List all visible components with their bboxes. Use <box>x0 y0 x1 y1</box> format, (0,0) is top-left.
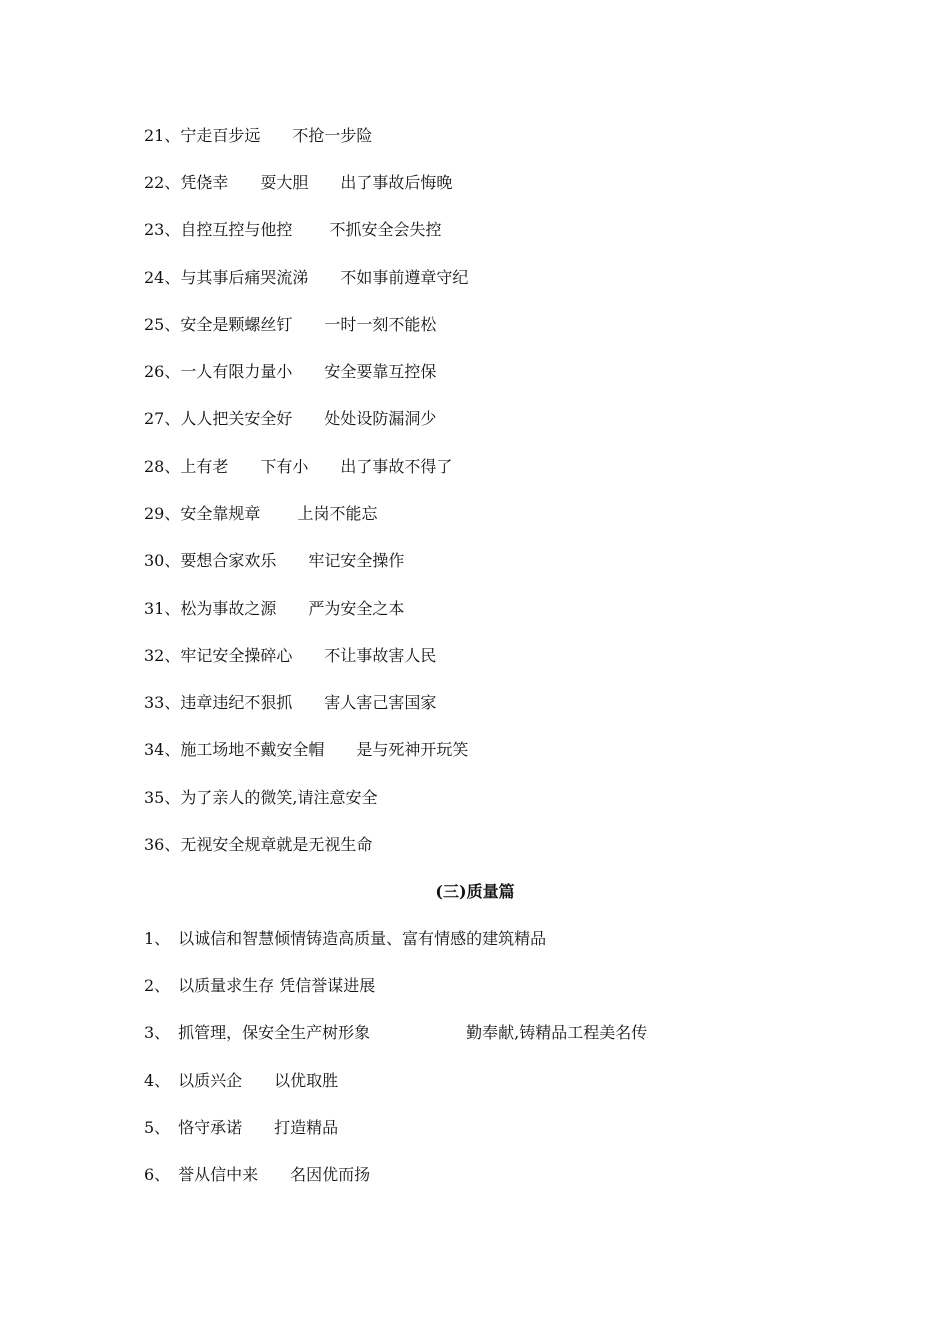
slogan-34: 34、施工场地不戴安全帽 是与死神开玩笑 <box>144 740 469 759</box>
slogan-23: 23、自控互控与他控 不抓安全会失控 <box>144 220 442 239</box>
slogan-24: 24、与其事后痛哭流涕 不如事前遵章守纪 <box>144 268 469 287</box>
section-heading-quality: (三)质量篇 <box>435 882 515 901</box>
slogan-33: 33、违章违纪不狠抓 害人害己害国家 <box>144 693 437 712</box>
quality-slogan-1: 1、 以诚信和智慧倾情铸造高质量、富有情感的建筑精品 <box>144 929 547 948</box>
slogan-29: 29、安全靠规章 上岗不能忘 <box>144 504 378 523</box>
slogan-36: 36、无视安全规章就是无视生命 <box>144 835 373 854</box>
slogan-32: 32、牢记安全操碎心 不让事故害人民 <box>144 646 437 665</box>
quality-slogan-4: 4、 以质兴企 以优取胜 <box>144 1071 339 1090</box>
slogan-26: 26、一人有限力量小 安全要靠互控保 <box>144 362 437 381</box>
slogan-31: 31、松为事故之源 严为安全之本 <box>144 599 405 618</box>
quality-slogan-3: 3、 抓管理，保安全生产树形象 勤奉献,铸精品工程美名传 <box>144 1023 648 1042</box>
quality-slogan-6: 6、 誉从信中来 名因优而扬 <box>144 1165 371 1184</box>
slogan-25: 25、安全是颗螺丝钉 一时一刻不能松 <box>144 315 437 334</box>
quality-slogan-2: 2、 以质量求生存 凭信誉谋进展 <box>144 976 376 995</box>
slogan-27: 27、人人把关安全好 处处设防漏洞少 <box>144 409 437 428</box>
slogan-35: 35、为了亲人的微笑,请注意安全 <box>144 788 378 807</box>
slogan-30: 30、要想合家欢乐 牢记安全操作 <box>144 551 405 570</box>
slogan-21: 21、宁走百步远 不抢一步险 <box>144 126 373 145</box>
slogan-22: 22、凭侥幸 耍大胆 出了事故后悔晚 <box>144 173 453 192</box>
quality-slogan-5: 5、 恪守承诺 打造精品 <box>144 1118 339 1137</box>
slogan-28: 28、上有老 下有小 出了事故不得了 <box>144 457 453 476</box>
